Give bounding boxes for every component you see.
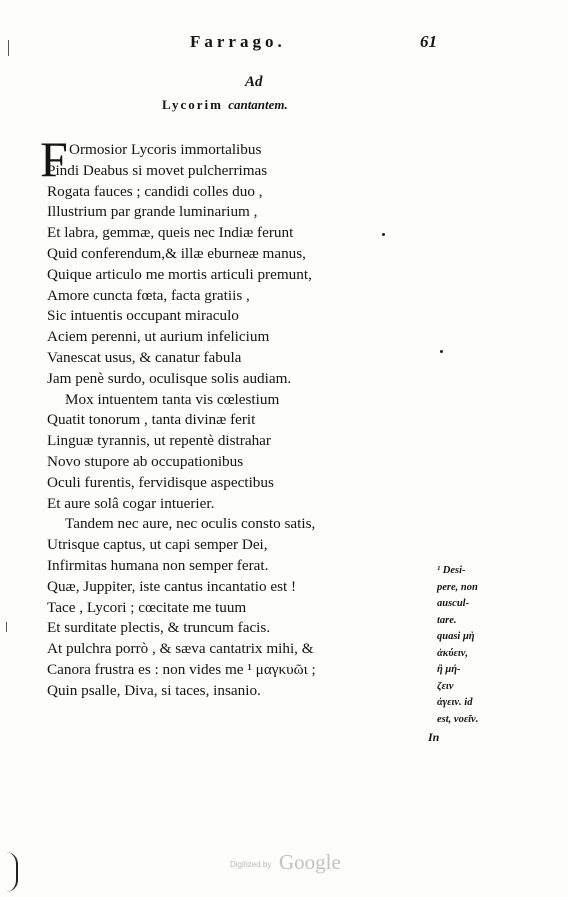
poem-line: Sic intuentis occupant miraculo: [47, 307, 239, 325]
poem-line: Vanescat usus, & canatur fabula: [47, 348, 242, 366]
google-watermark: Google: [279, 850, 341, 874]
poem-line: Et labra, gemmæ, queis nec Indiæ ferunt: [47, 224, 294, 242]
margin-note-line: ζειν: [437, 680, 454, 692]
poem-line: Quid conferendum,& illæ eburneæ manus,: [47, 244, 306, 262]
digitized-label: Digitized by: [230, 860, 272, 869]
margin-note-line: tare.: [437, 614, 457, 626]
margin-note-line: quasi μὴ: [437, 631, 475, 642]
margin-note-line: est, νοεῖν.: [437, 713, 479, 725]
poem-line: Quique articulo me mortis articuli premunt,: [47, 265, 312, 283]
poem-line: Et surditate plectis, & truncum facis.: [47, 619, 271, 637]
poem-line: Illustrium par grande luminarium ,: [47, 203, 258, 221]
poem-line: Tace , Lycori ; cœcitate me tuum: [47, 598, 247, 616]
poem-line: Quæ, Juppiter, iste cantus incantatio est !: [47, 577, 297, 595]
poem-line: Canora frustra es : non vides me ¹ μαγκυῶι ;: [47, 660, 316, 678]
page-edge-bracket: [6, 852, 18, 892]
poem-line: Quin psalle, Diva, si taces, insanio.: [47, 681, 261, 699]
poem-line: Et aure solâ cogar intuerier.: [47, 494, 215, 512]
poem-title: [162, 97, 288, 113]
poem-line: At pulchra porrò , & sæva cantatrix mihi, &: [47, 640, 314, 658]
poem-line: Infirmitas humana non semper ferat.: [47, 556, 269, 574]
poem-line: Linguæ tyrannis, ut repentè distrahar: [47, 432, 271, 450]
poem-line: Ormosior Lycoris immortalibus: [69, 141, 262, 158]
ink-dot: [440, 350, 443, 353]
poem-line: Utrisque captus, ut capi semper Dei,: [47, 536, 268, 554]
poem-body: [47, 140, 316, 702]
page-number: 61: [420, 32, 437, 51]
margin-note-line: ἀκύειν,: [437, 647, 469, 659]
heading-ad: Ad: [245, 74, 263, 90]
page-edge-mark: [8, 40, 9, 56]
poem-line: Amore cuncta fœta, facta gratiis ,: [47, 286, 250, 304]
poem-title-name: Lycorim: [162, 97, 223, 112]
poem-line: Aciem perenni, ut aurium infelicium: [47, 328, 270, 346]
margin-note-line: ¹ Desi-: [437, 565, 466, 576]
poem-line: Jam penè surdo, oculisque solis audiam.: [47, 369, 292, 387]
margin-note-line: auscul-: [437, 598, 470, 609]
margin-note-line: ἀγειν. id: [437, 697, 473, 708]
poem-line: Tandem nec aure, nec oculis consto satis,: [65, 515, 316, 533]
poem-line: Rogata fauces ; candidi colles duo ,: [47, 182, 263, 200]
running-head: Farrago.: [190, 32, 286, 51]
poem-line: Pindi Deabus si movet pulcherrimas: [47, 161, 268, 179]
margin-note: [437, 563, 517, 728]
catchword: In: [428, 730, 440, 744]
poem-line: Quatit tonorum , tanta divinæ ferit: [47, 411, 256, 429]
margin-note-line: ἢ μή-: [437, 664, 461, 675]
page-edge-mark: [6, 622, 7, 632]
drop-capital: F: [40, 131, 68, 187]
poem-line: Mox intuentem tanta vis cœlestium: [65, 390, 280, 408]
poem-title-subtitle: cantantem.: [228, 97, 288, 112]
poem-line: Oculi furentis, fervidisque aspectibus: [47, 473, 274, 491]
margin-note-line: pere, non: [437, 581, 478, 593]
ink-dot: [382, 233, 385, 236]
poem-line: Novo stupore ab occupationibus: [47, 452, 244, 470]
